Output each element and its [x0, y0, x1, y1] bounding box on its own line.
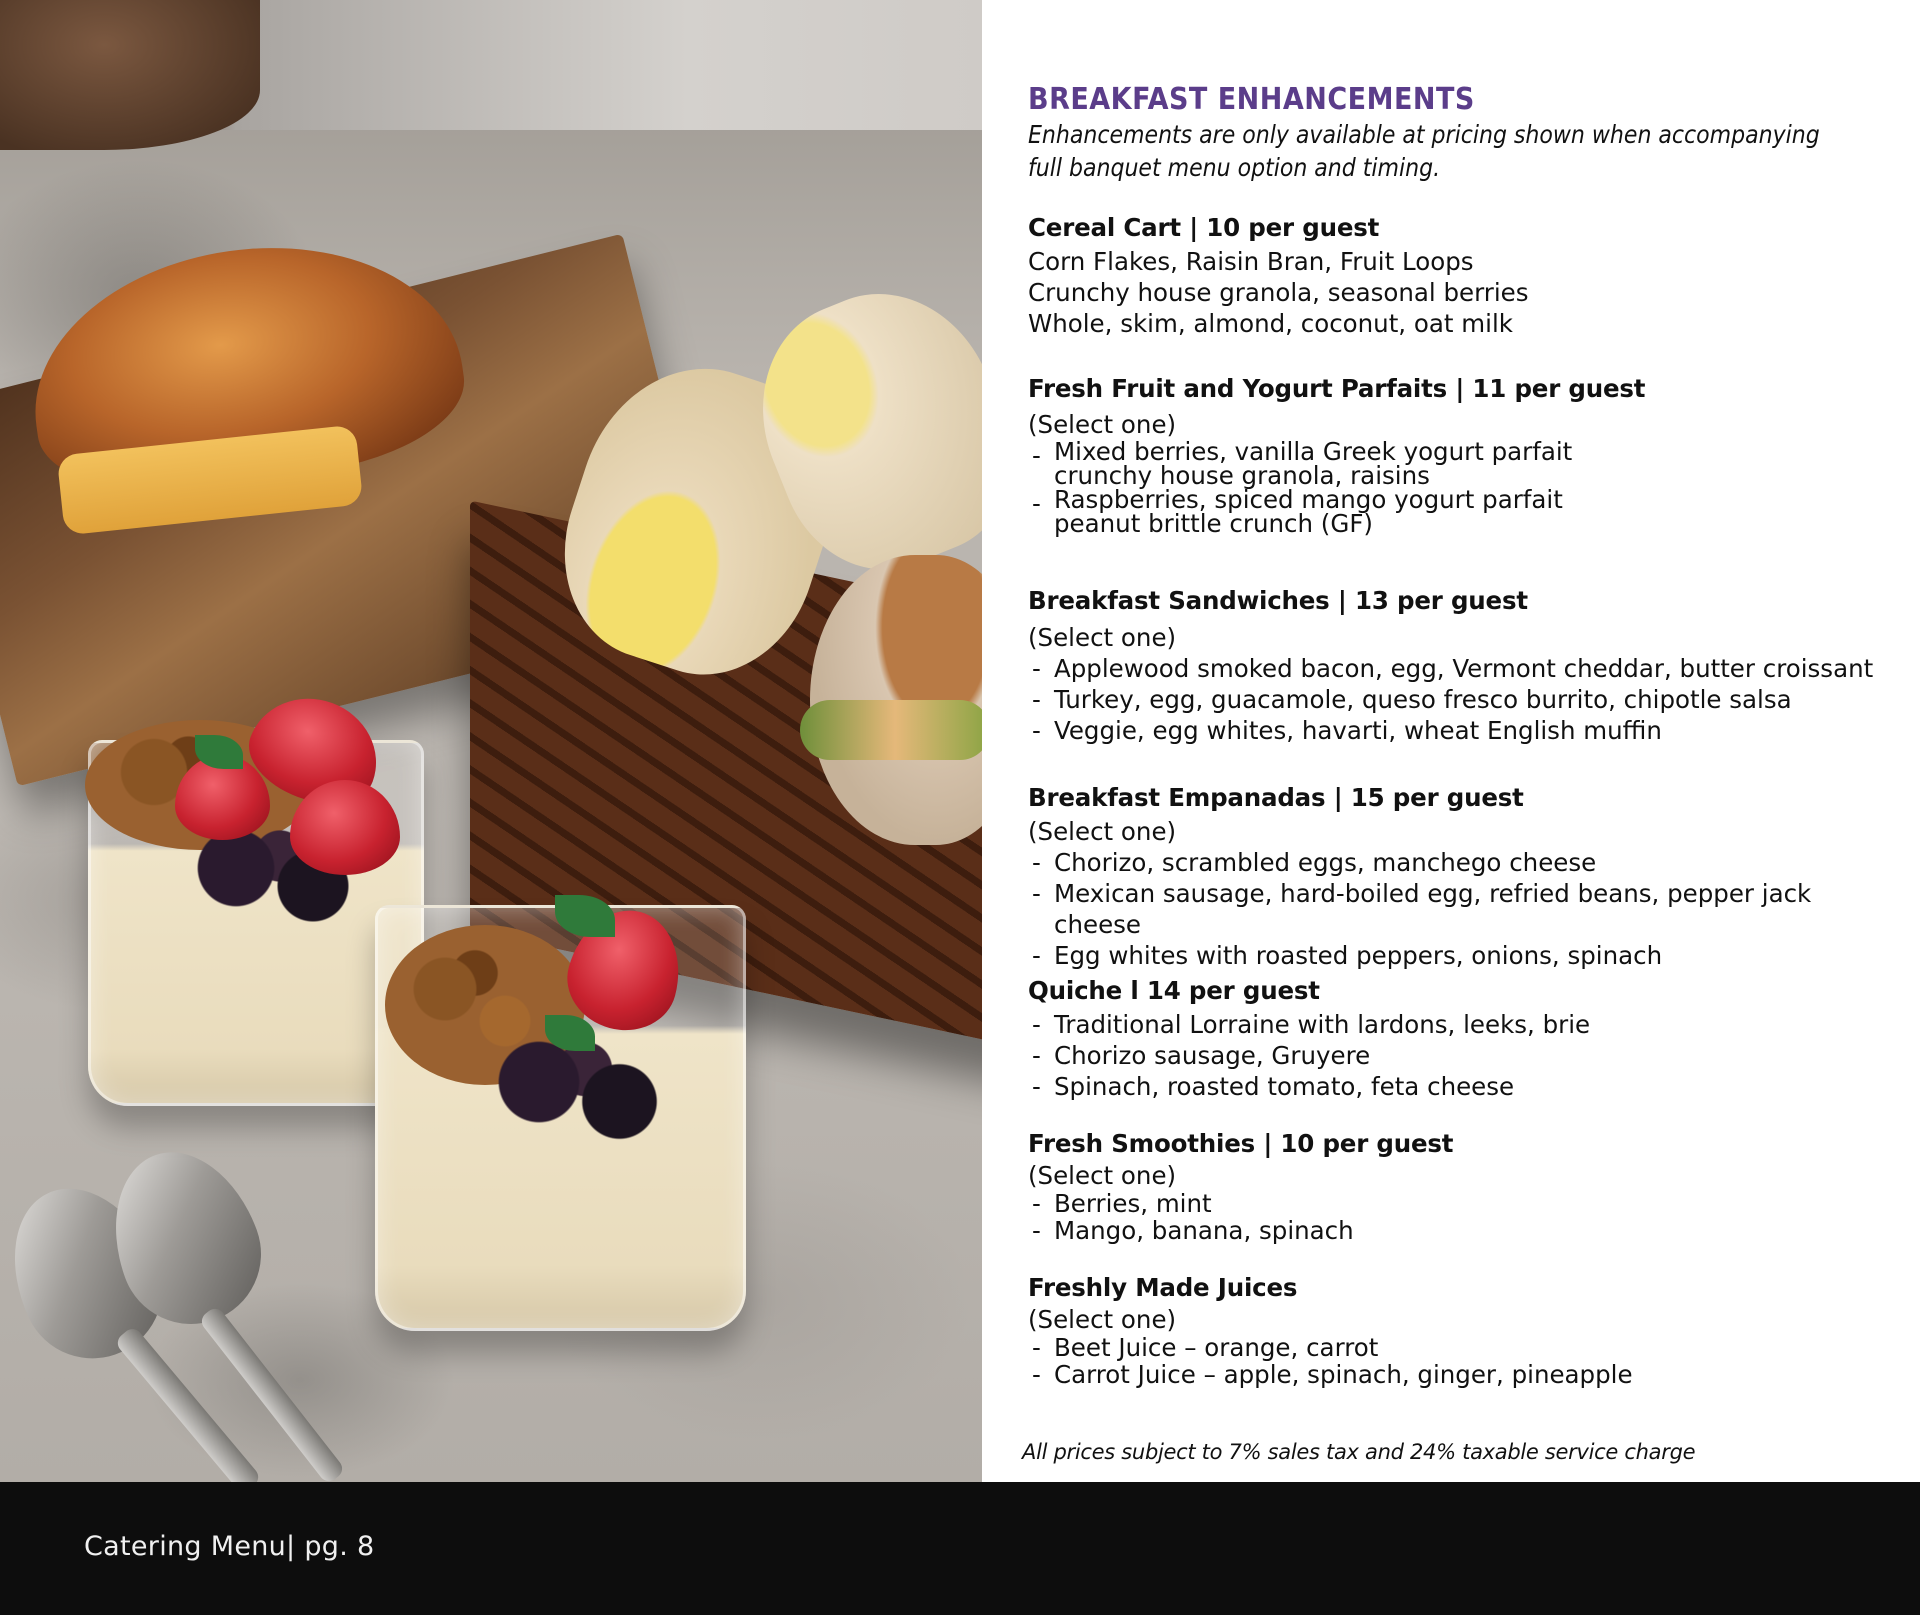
- menu-items: [1028, 1190, 1888, 1244]
- section-juices: [1028, 1272, 1888, 1388]
- list-item: - Turkey, egg, guacamole, queso fresco burrito, chipotle salsa: [1028, 684, 1888, 715]
- list-item: - Traditional Lorraine with lardons, leeks, brie: [1028, 1009, 1888, 1040]
- menu-items: [1028, 653, 1888, 746]
- section-title: Freshly Made Juices: [1028, 1273, 1298, 1302]
- list-item: - Egg whites with roasted peppers, onions, spinach: [1028, 940, 1888, 971]
- select-note: (Select one): [1028, 1161, 1177, 1190]
- section-cereal-cart: [1028, 212, 1888, 339]
- item-line-continued: peanut brittle crunch (GF): [1054, 509, 1373, 538]
- list-item: - Spinach, roasted tomato, feta cheese: [1028, 1071, 1888, 1102]
- select-note: (Select one): [1028, 623, 1177, 652]
- list-item: [1028, 485, 1888, 538]
- menu-header: [1028, 82, 1898, 184]
- food-photo: [0, 0, 982, 1482]
- section-quiche: [1028, 975, 1888, 1102]
- list-item: - Chorizo, scrambled eggs, manchego cheese: [1028, 847, 1888, 878]
- section-title: Fresh Fruit and Yogurt Parfaits | 11 per guest: [1028, 374, 1646, 403]
- intro-text: Enhancements are only available at pricing shown when accompanying full banquet menu option and timing.: [1028, 120, 1820, 182]
- menu-line: Whole, skim, almond, coconut, oat milk: [1028, 309, 1513, 338]
- select-note: (Select one): [1028, 410, 1177, 439]
- section-title: Breakfast Sandwiches | 13 per guest: [1028, 586, 1528, 615]
- menu-items: [1028, 437, 1888, 538]
- section-breakfast-sandwiches: [1028, 585, 1888, 746]
- section-parfaits: [1028, 373, 1888, 536]
- section-title: Breakfast Empanadas | 15 per guest: [1028, 783, 1524, 812]
- select-note: (Select one): [1028, 817, 1177, 846]
- section-breakfast-empanadas: [1028, 782, 1888, 971]
- list-item: - Mexican sausage, hard-boiled egg, refried beans, pepper jack cheese: [1028, 878, 1888, 940]
- pricing-footnote: All prices subject to 7% sales tax and 24% taxable service charge: [1022, 1440, 1696, 1464]
- photo-wood-corner: [0, 0, 260, 150]
- select-note: (Select one): [1028, 1305, 1177, 1334]
- list-item: - Beet Juice – orange, carrot: [1028, 1334, 1888, 1361]
- menu-line: Corn Flakes, Raisin Bran, Fruit Loops: [1028, 247, 1474, 276]
- list-item: - Berries, mint: [1028, 1190, 1888, 1217]
- section-title: Fresh Smoothies | 10 per guest: [1028, 1129, 1454, 1158]
- list-item: - Mango, banana, spinach: [1028, 1217, 1888, 1244]
- item-line: - Raspberries, spiced mango yogurt parfait: [1054, 485, 1563, 514]
- item-line: - Mixed berries, vanilla Greek yogurt parfait: [1054, 437, 1573, 466]
- menu-items: [1028, 847, 1888, 971]
- page-title: BREAKFAST ENHANCEMENTS: [1028, 82, 1475, 117]
- list-item: - Applewood smoked bacon, egg, Vermont cheddar, butter croissant: [1028, 653, 1888, 684]
- list-item: - Chorizo sausage, Gruyere: [1028, 1040, 1888, 1071]
- menu-items: [1028, 1334, 1888, 1388]
- section-title: Cereal Cart | 10 per guest: [1028, 213, 1380, 242]
- item-line-continued: crunchy house granola, raisins: [1054, 461, 1430, 490]
- menu-items: [1028, 1009, 1888, 1102]
- menu-line: Crunchy house granola, seasonal berries: [1028, 278, 1529, 307]
- section-smoothies: [1028, 1128, 1888, 1244]
- list-item: - Veggie, egg whites, havarti, wheat English muffin: [1028, 715, 1888, 746]
- list-item: - Carrot Juice – apple, spinach, ginger, pineapple: [1028, 1361, 1888, 1388]
- list-item: [1028, 437, 1888, 490]
- footer-page-label: Catering Menu| pg. 8: [84, 1531, 375, 1562]
- muffin-filling: [800, 700, 982, 760]
- section-title: Quiche l 14 per guest: [1028, 976, 1320, 1005]
